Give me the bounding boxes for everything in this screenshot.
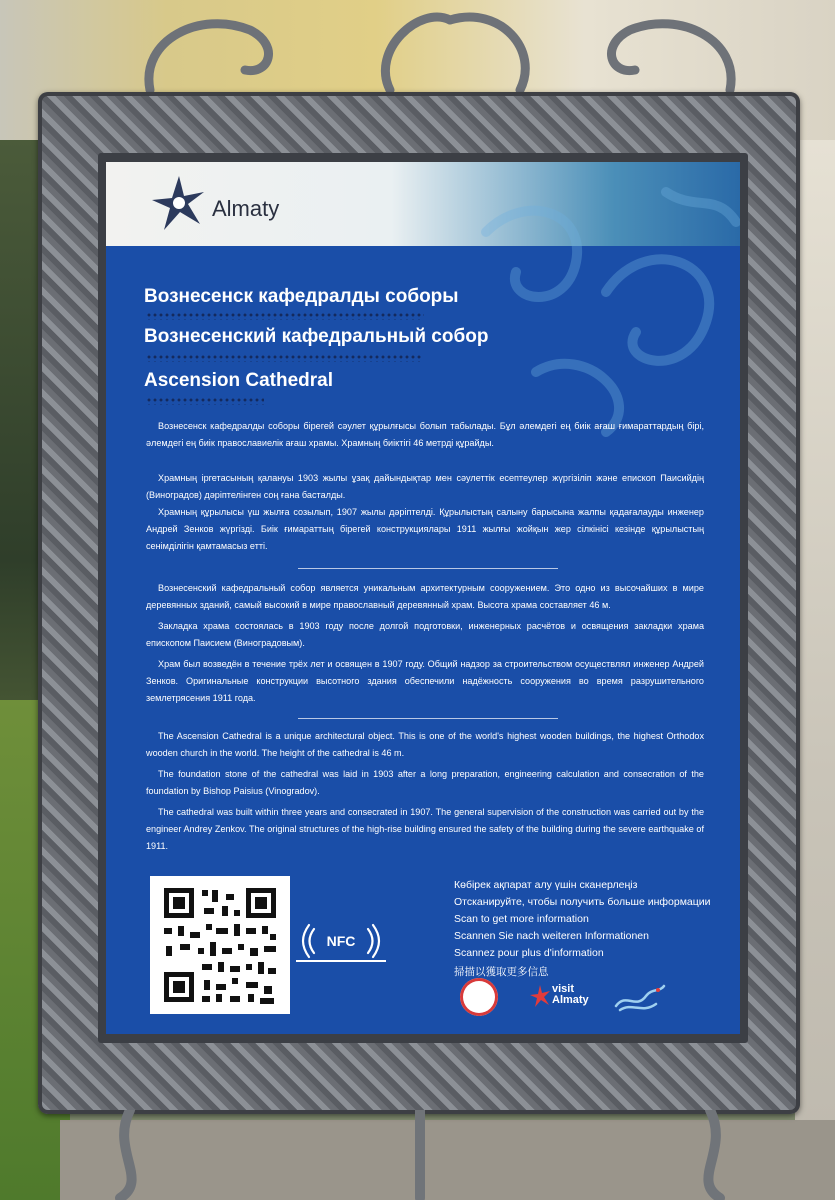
braille-kazakh — [146, 312, 424, 320]
scan-text-french: Scannez pour plus d'information — [454, 947, 604, 959]
english-paragraph-1: The Ascension Cathedral is a unique architectural object. This is one of the world's highest wooden buildings, the highest Orthodox wooden church in the world. The height of the cathedral is 46 m. — [146, 731, 704, 758]
braille-english — [146, 397, 264, 405]
nfc-label: NFC — [326, 933, 356, 949]
section-divider — [298, 718, 558, 719]
english-paragraph-2: The foundation stone of the cathedral was laid in 1903 after a long preparation, engineering calculation and consecration of the foundation by Bishop Paisius (Vinogradov). — [146, 769, 704, 796]
scan-text-russian: Отсканируйте, чтобы получить больше информации — [454, 896, 711, 908]
tourism-bird-logo — [612, 980, 668, 1016]
information-sign — [106, 162, 740, 1034]
scan-text-german: Scannen Sie nach weiteren Informationen — [454, 930, 649, 942]
russian-paragraph-3: Храм был возведён в течение трёх лет и освящен в 1907 году. Общий надзор за строительством осуществлял инженер Андрей Зенков. Оригинальные конструкции высотного здания обеспечили надёжность сооружения во время разрушительного землетрясения 1911 года. — [146, 659, 704, 703]
kazakh-paragraph-2: Храмның іргетасының қалануы 1903 жылы ұзақ дайындықтар мен сәулеттік есептеулер жүргізіліп және епископ Паисийдің (Виноградов) дәріптелінген соң ғана басталды. — [146, 473, 704, 500]
english-paragraph-3: The cathedral was built within three years and consecrated in 1907. The general supervision of the construction was carried out by the engineer Andrey Zenkov. The original structures of the high-rise building ensured the safety of the building during the severe earthquake of 1911. — [146, 807, 704, 851]
title-russian: Вознесенский кафедральный собор — [144, 326, 489, 347]
star-logo-icon — [150, 174, 208, 232]
city-emblem-logo — [460, 978, 498, 1016]
title-english: Ascension Cathedral — [144, 370, 333, 391]
section-divider — [298, 568, 558, 569]
brand-name: Almaty — [212, 196, 280, 221]
visit-almaty-line2: Almaty — [552, 994, 589, 1006]
scan-text-chinese: 掃描以獲取更多信息 — [454, 966, 549, 978]
scan-text-kazakh: Көбірек ақпарат алу үшін сканерлеңіз — [454, 879, 638, 891]
visit-almaty-line1: visit — [552, 983, 575, 995]
iron-legs — [90, 1110, 750, 1200]
visit-almaty-star-icon — [528, 984, 552, 1008]
background-wall — [795, 140, 835, 1200]
title-kazakh: Вознесенск кафедралды соборы — [144, 286, 459, 307]
kazakh-paragraph-1: Вознесенск кафедралды соборы бірегей сәулет құрылғысы болып табылады. Бұл әлемдегі ең биік ағаш ғимараттардың бірі, әлемдегі ең биік православиелік ағаш храмы. Храмның биіктігі 46 метрді құрайды. — [146, 421, 704, 448]
kazakh-paragraph-3: Храмның құрылысы үш жылға созылып, 1907 жылы дәріптелді. Құрылыстың салыну барысына жалпы қадағалауды инженер Андрей Зенков жүргізді. Биік ғимараттың бірегей конструкциялары 1911 жылғы жойқын жер сілкінісі кезінде құрылыстың сенімділігін қамтамасыз етті. — [146, 507, 704, 551]
qr-code-icon[interactable] — [150, 876, 290, 1014]
visit-almaty-logo — [552, 984, 589, 1006]
braille-russian — [146, 354, 422, 362]
scan-text-english: Scan to get more information — [454, 913, 589, 925]
nfc-underline — [296, 960, 386, 962]
russian-paragraph-1: Вознесенский кафедральный собор является уникальным архитектурным сооружением. Это одно из высочайших в мире деревянных зданий, самый высокий в мире православный деревянный храм. Высота храма составляет 46 м. — [146, 583, 704, 610]
russian-paragraph-2: Закладка храма состоялась в 1903 году после долгой подготовки, инженерных расчётов и освящения закладки храма епископом Паисием (Виноградовым). — [146, 621, 704, 648]
iron-scroll-top — [120, 0, 760, 95]
ornament-pattern — [446, 172, 740, 442]
nfc-icon[interactable] — [296, 917, 386, 965]
